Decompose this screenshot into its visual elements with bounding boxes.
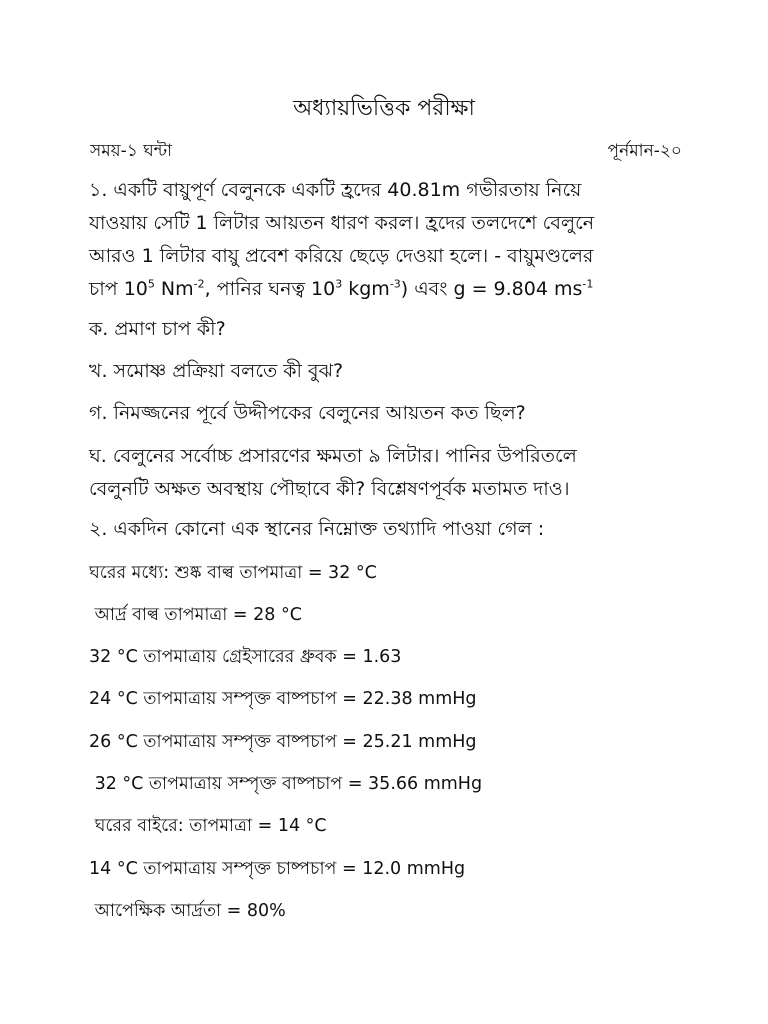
q1-l4-sup-5: -1 xyxy=(582,277,594,291)
sub-question-gha-line-2: বেলুনটি অক্ষত অবস্থায় পৌছাবে কী? বিশ্লেষণপূর্বক মতামত দাও। xyxy=(89,478,570,500)
q1-l4-text-5: ) এবং g = 9.804 ms xyxy=(400,278,583,300)
sub-question-kha: খ. সমোষ্ণ প্রক্রিয়া বলতে কী বুঝ? xyxy=(89,360,344,382)
q1-l4-sup-4: -3 xyxy=(389,277,401,291)
data-line-1: ঘরের মধ্যে: শুষ্ক বাল্ব তাপমাত্রা = 32 °C xyxy=(89,563,377,583)
data-line-7: ঘরের বাইরে: তাপমাত্রা = 14 °C xyxy=(89,816,327,836)
data-line-6: 32 °C তাপমাত্রায় সম্পৃক্ত বাষ্পচাপ = 35.66 mmHg xyxy=(89,774,483,794)
exam-total-marks: পূর্নমান-২০ xyxy=(607,141,682,161)
q1-l4-sup-1: 5 xyxy=(147,277,155,291)
q1-l4-sup-2: -2 xyxy=(193,277,205,291)
question-1 xyxy=(89,174,689,306)
data-line-4: 24 °C তাপমাত্রায় সম্পৃক্ত বাষ্পচাপ = 22.38 mmHg xyxy=(89,689,477,709)
data-line-9: আপেক্ষিক আর্দ্রতা = 80% xyxy=(89,901,286,921)
q1-l4-text-4: kgm xyxy=(342,278,390,300)
q1-l4-text-2: Nm xyxy=(154,278,194,300)
question-1-line-3: আরও 1 লিটার বায়ু প্রবেশ করিয়ে ছেড়ে দেওয়া হলে। - বায়ুমণ্ডলের xyxy=(89,245,594,267)
question-1-line-4 xyxy=(89,273,689,306)
data-line-8: 14 °C তাপমাত্রায় সম্পৃক্ত চাষ্পচাপ = 12.0 mmHg xyxy=(89,859,466,879)
sub-question-ga: গ. নিমজ্জনের পূর্বে উদ্দীপকের বেলুনের আয়তন কত ছিল? xyxy=(89,402,526,424)
q1-l4-sup-3: 3 xyxy=(335,277,343,291)
exam-duration: সময়-১ ঘন্টা xyxy=(90,141,173,161)
page-title: অধ্যায়ভিত্তিক পরীক্ষা xyxy=(293,96,475,121)
sub-question-ka: ক. প্রমাণ চাপ কী? xyxy=(89,318,226,340)
question-2-intro: ২. একদিন কোনো এক স্থানের নিম্নোক্ত তথ্যাদি পাওয়া গেল : xyxy=(89,518,545,540)
data-line-3: 32 °C তাপমাত্রায় গ্রেইসারের ধ্রুবক = 1.63 xyxy=(89,647,402,667)
data-line-2: আর্দ্র বাল্ব তাপমাত্রা = 28 °C xyxy=(89,605,302,625)
q1-l4-text-1: চাপ 10 xyxy=(89,278,148,300)
question-1-line-1: ১. একটি বায়ুপূর্ণ বেলুনকে একটি হ্রদের 40.81m গভীরতায় নিয়ে xyxy=(89,179,582,201)
data-line-5: 26 °C তাপমাত্রায় সম্পৃক্ত বাষ্পচাপ = 25.21 mmHg xyxy=(89,732,477,752)
sub-question-gha-line-1: ঘ. বেলুনের সর্বোচ্চ প্রসারণের ক্ষমতা ৯ লিটার। পানির উপরিতলে xyxy=(89,445,577,467)
q1-l4-text-3: , পানির ঘনত্ব 10 xyxy=(204,278,336,300)
question-1-line-2: যাওয়ায় সেটি 1 লিটার আয়তন ধারণ করল। হ্রদের তলদেশে বেলুনে xyxy=(89,212,595,234)
sub-question-gha xyxy=(89,440,577,506)
